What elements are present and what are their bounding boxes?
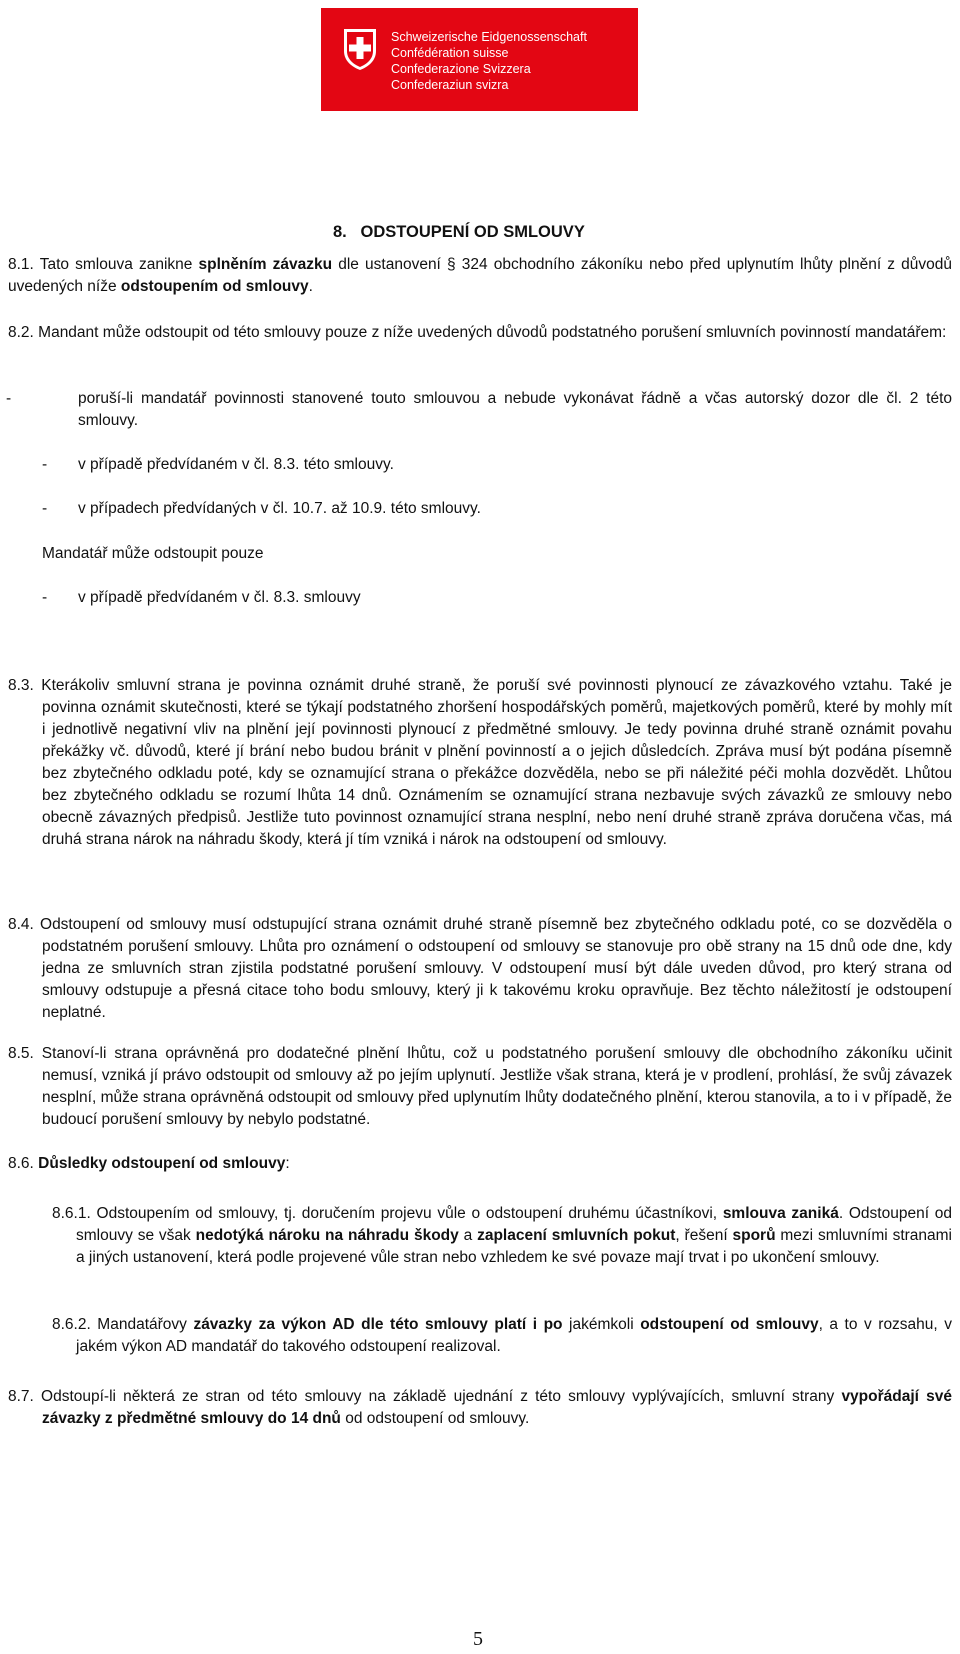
swiss-cross-icon bbox=[341, 27, 379, 71]
paragraph-8-6-heading: 8.6. Důsledky odstoupení od smlouvy: bbox=[8, 1155, 290, 1172]
confederation-names bbox=[391, 29, 587, 93]
paragraph-8-7: 8.7. Odstoupí-li některá ze stran od této smlouvy na základě ujednání z této smlouvy vyplývajících, smluvní strany vypořádají své závazky z předmětné smlouvy do 14 dnů od odstoupení od smlouvy. bbox=[8, 1388, 952, 1427]
dash-bullet: - bbox=[42, 500, 48, 517]
mandatar-text: Mandatář může odstoupit pouze bbox=[42, 545, 264, 562]
paragraph-8-2-intro: 8.2. Mandant může odstoupit od této smlouvy pouze z níže uvedených důvodů podstatného porušení smluvních povinností mandatářem: bbox=[8, 324, 947, 341]
paragraph-8-3: 8.3. Kterákoliv smluvní strana je povinna oznámit druhé straně, že poruší své povinnosti plynoucí ze závazkového vztahu. Také je povinna oznámit skutečnosti, které se týkají podstatného zhoršení hospodářských poměrů, majetkových poměrů, které by mohly mít i jednotlivě negativní vliv na plnění její povinnosti plynoucí z předmětné smlouvy. Je tedy povinna druhé straně oznámit povahu překážky vč. důvodů, které jí brání nebo budou bránit v plnění povinností a o jejich důsledcích. Zpráva musí být podána písemně bez zbytečného odkladu poté, kdy se oznamující strana o překážce dozvěděla, nebo se při náležité péči mohla dozvědět. Lhůtou bez zbytečného odkladu se rozumí lhůta 14 dnů. Oznámením se oznamující strana nezbavuje svých závazků ze smlouvy nebo obecně závazných předpisů. Jestliže tuto povinnost oznamující strana nesplní, nebo není druhé straně zpráva doručena včas, má druhá strana nárok na náhradu škody, která jí tím vzniká i nárok na odstoupení od smlouvy. bbox=[8, 677, 952, 848]
paragraph-8-4: 8.4. Odstoupení od smlouvy musí odstupující strana oznámit druhé straně písemně bez zbytečného odkladu poté, co se dozvěděla o podstatném porušení smlouvy. Lhůta pro oznámení o odstoupení od smlouvy se stanovuje pro obě strany na 15 dnů ode dne, kdy jedna ze smluvních stran zjistila podstatné porušení smlouvy. V odstoupení musí být dále uveden důvod, pro který strana od smlouvy odstupuje a přesná citace toho bodu smlouvy, který ji k takovému kroku opravňuje. Bez těchto náležitostí je odstoupení neplatné. bbox=[8, 916, 952, 1021]
logo-line-it: Confederazione Svizzera bbox=[391, 62, 531, 76]
list-item: - v případě předvídaném v čl. 8.3. smlouvy bbox=[42, 587, 361, 609]
paragraph-8-6-1: 8.6.1. Odstoupením od smlouvy, tj. doručením projevu vůle o odstoupení druhému účastníkovi, smlouva zaniká. Odstoupení od smlouvy se však nedotýká nároku na náhradu škody a zaplacení smluvních pokut, řešení sporů mezi smluvními stranami a jiných ustanovení, která podle projevené vůle stran nebo vzhledem ke své povaze mají trvat i po ukončení smlouvy. bbox=[52, 1205, 952, 1266]
logo-line-rm: Confederaziun svizra bbox=[391, 78, 509, 92]
section-title: 8. ODSTOUPENÍ OD SMLOUVY bbox=[333, 223, 585, 241]
list-item: - poruší-li mandatář povinnosti stanovené touto smlouvou a nebude vykonávat řádně a včas autorský dozor dle čl. 2 této smlouvy. bbox=[6, 390, 952, 429]
paragraph-number: 8.1. bbox=[8, 256, 34, 273]
swiss-confederation-logo bbox=[321, 8, 638, 111]
list-item: - v případě předvídaném v čl. 8.3. této smlouvy. bbox=[42, 454, 394, 476]
logo-line-de: Schweizerische Eidgenossenschaft bbox=[391, 30, 587, 44]
paragraph-8-6-2: 8.6.2. Mandatářovy závazky za výkon AD dle této smlouvy platí i po jakémkoli odstoupení od smlouvy, a to v rozsahu, v jakém výkon AD mandatář do takového odstoupení realizoval. bbox=[52, 1316, 952, 1355]
dash-bullet: - bbox=[42, 456, 48, 473]
page-number: 5 bbox=[473, 1628, 483, 1650]
dash-bullet: - bbox=[42, 589, 48, 606]
paragraph-8-1: 8.1. Tato smlouva zanikne splněním závazku dle ustanovení § 324 obchodního zákoníku nebo před uplynutím lhůty plnění z důvodů uvedených níže odstoupením od smlouvy. bbox=[8, 256, 952, 295]
list-item: - v případech předvídaných v čl. 10.7. až 10.9. této smlouvy. bbox=[42, 498, 481, 520]
dash-bullet: - bbox=[6, 390, 12, 407]
logo-line-fr: Confédération suisse bbox=[391, 46, 509, 60]
paragraph-8-5: 8.5. Stanoví-li strana oprávněná pro dodatečné plnění lhůtu, což u podstatného porušení smlouvy dle obchodního zákoníku učinit nemusí, vzniká jí právo odstoupit od smlouvy až po jejím uplynutí. Jestliže však strana, která je v prodlení, prohlásí, že svůj závazek nesplní, může strana oprávněná odstoupit od smlouvy před uplynutím lhůty dodatečného plnění, kterou stanovila, a to i v případě, že budoucí porušení smlouvy by nebylo podstatné. bbox=[8, 1045, 952, 1128]
